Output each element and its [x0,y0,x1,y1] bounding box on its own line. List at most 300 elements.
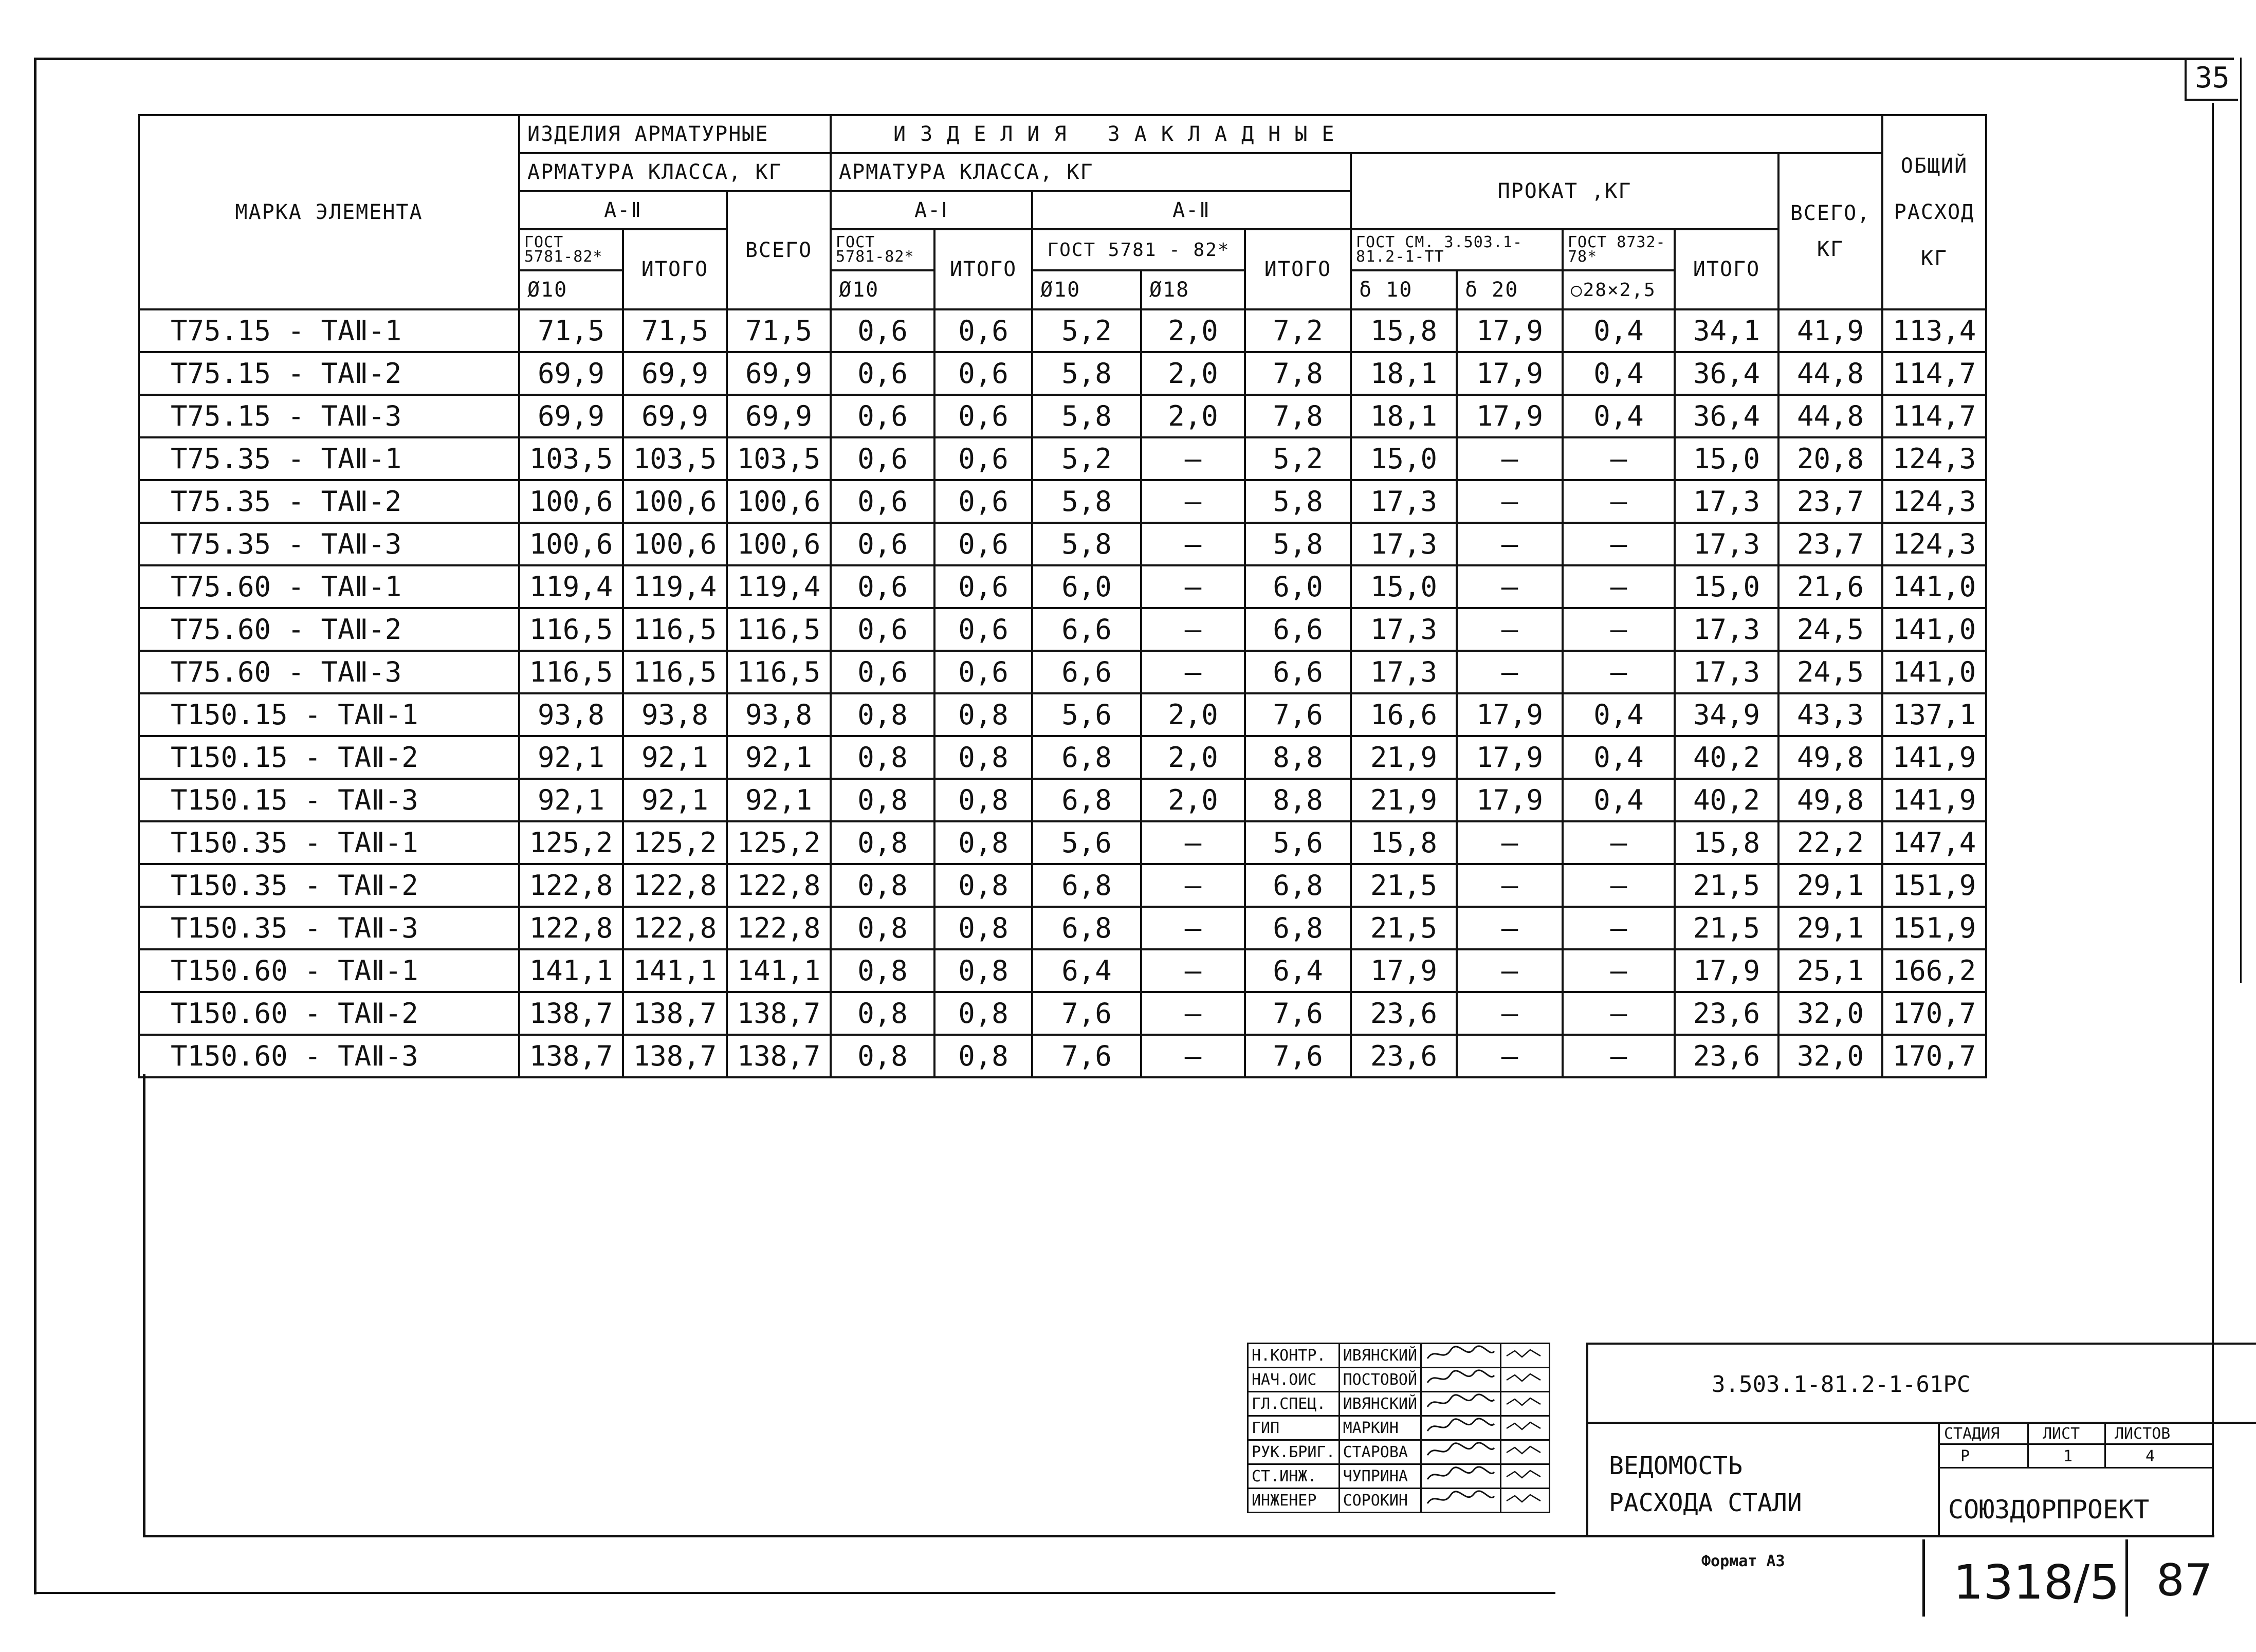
value-cell: 122,8 [623,907,727,949]
value-cell: 6,0 [1245,565,1351,608]
value-cell: – [1563,608,1675,651]
value-cell: 0,4 [1563,352,1675,395]
value-cell: 0,6 [831,565,934,608]
table-row [139,565,1986,608]
signature-scribble [1425,1465,1497,1483]
value-cell: – [1457,565,1563,608]
value-cell: 40,2 [1675,736,1778,779]
header-rolled-kg: ПРОКАТ ,КГ [1351,153,1778,229]
value-cell: – [1563,480,1675,523]
value-cell: 23,7 [1778,480,1882,523]
value-cell: 25,1 [1778,949,1882,992]
value-cell: 0,8 [934,779,1032,821]
value-cell: 92,1 [727,779,831,821]
value-cell: 0,8 [934,1035,1032,1077]
value-cell: – [1563,523,1675,565]
value-cell: 23,6 [1351,1035,1457,1077]
value-cell: – [1457,608,1563,651]
value-cell: 124,3 [1882,437,1986,480]
value-cell: 0,6 [831,480,934,523]
stamp-name: СТАРОВА [1339,1440,1421,1464]
value-cell: 116,5 [727,651,831,693]
value-cell: 32,0 [1778,992,1882,1035]
value-cell: – [1563,437,1675,480]
element-mark-cell: Т75.35 - ТАⅡ-1 [139,437,519,480]
value-cell: 103,5 [623,437,727,480]
value-cell: 69,9 [727,352,831,395]
stamp-date [1501,1392,1550,1416]
stage-sheets-grid [1940,1422,2212,1468]
value-cell: 69,9 [519,395,623,437]
table-row [139,651,1986,693]
header-s20: δ 20 [1457,270,1563,309]
value-cell: 21,9 [1351,779,1457,821]
value-cell: 23,6 [1675,1035,1778,1077]
header-reinf-products: ИЗДЕЛИЯ АРМАТУРНЫЕ [519,115,831,153]
header-gost-see: ГОСТ СМ. 3.503.1-81.2-1-ТТ [1351,229,1563,270]
element-mark-cell: Т150.60 - ТАⅡ-3 [139,1035,519,1077]
value-cell: 0,6 [934,565,1032,608]
element-mark-cell: Т150.15 - ТАⅡ-1 [139,693,519,736]
value-cell: 2,0 [1141,736,1245,779]
value-cell: 93,8 [727,693,831,736]
value-cell: 18,1 [1351,395,1457,437]
value-cell: 0,6 [831,608,934,651]
value-cell: 2,0 [1141,693,1245,736]
album-divider-1 [1922,1539,1925,1617]
stamp-row [1248,1416,1550,1440]
value-cell: 141,1 [519,949,623,992]
value-cell: 116,5 [727,608,831,651]
value-cell: 0,8 [831,949,934,992]
value-cell: 122,8 [727,864,831,907]
value-cell: 0,8 [831,693,934,736]
element-mark-cell: Т150.60 - ТАⅡ-1 [139,949,519,992]
table-row [139,309,1986,352]
value-cell: 71,5 [727,309,831,352]
value-cell: 49,8 [1778,779,1882,821]
header-all-kg [1778,153,1882,309]
value-cell: 5,8 [1032,352,1141,395]
value-cell: 0,6 [934,651,1032,693]
value-cell: 6,4 [1032,949,1141,992]
stamp-role: НАЧ.ОИС [1248,1368,1340,1392]
inner-frame-left [143,1074,145,1537]
header-itogo-4: ИТОГО [1675,229,1778,309]
value-cell: 93,8 [623,693,727,736]
value-cell: 21,5 [1675,864,1778,907]
value-cell: 17,9 [1351,949,1457,992]
element-mark-cell: Т150.35 - ТАⅡ-2 [139,864,519,907]
value-cell: 6,6 [1032,608,1141,651]
value-cell: 0,8 [831,864,934,907]
table-row [139,480,1986,523]
value-cell: – [1457,1035,1563,1077]
value-cell: 36,4 [1675,395,1778,437]
value-cell: 21,6 [1778,565,1882,608]
value-cell: – [1141,565,1245,608]
value-cell: 7,6 [1245,1035,1351,1077]
value-cell: 0,8 [831,779,934,821]
value-cell: 0,8 [831,907,934,949]
value-cell: 6,6 [1245,651,1351,693]
value-cell: 69,9 [623,352,727,395]
stamp-date [1501,1416,1550,1440]
value-cell: 0,6 [831,395,934,437]
signature [1421,1489,1501,1513]
value-cell: 17,9 [1457,352,1563,395]
value-cell: 0,6 [934,480,1032,523]
date-scribble [1505,1394,1546,1409]
value-cell: 2,0 [1141,352,1245,395]
sheet-title-line1: ВЕДОМОСТЬ [1609,1452,1743,1480]
table-row [139,864,1986,907]
value-cell: 34,9 [1675,693,1778,736]
value-cell: 22,2 [1778,821,1882,864]
value-cell: 5,6 [1032,693,1141,736]
value-cell: 18,1 [1351,352,1457,395]
value-cell: 34,1 [1675,309,1778,352]
value-cell: 0,6 [934,523,1032,565]
value-cell: 17,3 [1351,608,1457,651]
value-cell: 21,5 [1351,864,1457,907]
value-cell: 7,8 [1245,395,1351,437]
header-mark: МАРКА ЭЛЕМЕНТА [139,115,519,309]
value-cell: – [1563,1035,1675,1077]
value-cell: 6,8 [1032,907,1141,949]
stamp-row [1248,1392,1550,1416]
header-gost-5781-2: ГОСТ 5781-82* [831,229,934,270]
value-cell: 138,7 [519,992,623,1035]
value-cell: 44,8 [1778,395,1882,437]
date-scribble [1505,1370,1546,1385]
value-cell: 5,8 [1245,480,1351,523]
date-scribble [1505,1346,1546,1361]
page-number: 87 [2156,1555,2213,1606]
value-cell: 138,7 [727,1035,831,1077]
value-cell: – [1457,523,1563,565]
stamp-role: ИНЖЕНЕР [1248,1489,1340,1513]
value-cell: 0,6 [831,523,934,565]
table-row [139,907,1986,949]
value-cell: 141,1 [623,949,727,992]
value-cell: 17,3 [1675,608,1778,651]
value-cell: 0,4 [1563,309,1675,352]
signature [1421,1440,1501,1464]
table-row [139,693,1986,736]
value-cell: 113,4 [1882,309,1986,352]
stamp-date [1501,1489,1550,1513]
value-cell: 119,4 [519,565,623,608]
value-cell: – [1141,651,1245,693]
value-cell: 122,8 [623,864,727,907]
value-cell: 92,1 [727,736,831,779]
value-cell: 116,5 [623,651,727,693]
value-cell: 0,4 [1563,779,1675,821]
value-cell: 0,4 [1563,395,1675,437]
value-cell: 6,8 [1032,736,1141,779]
value-cell: 6,8 [1245,907,1351,949]
table-row [139,949,1986,992]
value-cell: – [1457,821,1563,864]
value-cell: 0,8 [934,992,1032,1035]
value-cell: 138,7 [727,992,831,1035]
header-gost-8732: ГОСТ 8732-78* [1563,229,1675,270]
sheet-label: ЛИСТ [2043,1425,2080,1443]
stamp-signatures [1247,1343,1550,1513]
value-cell: 0,8 [934,693,1032,736]
sheet-value: 1 [2063,1447,2073,1465]
value-cell: 6,4 [1245,949,1351,992]
outer-frame-left [34,58,36,1594]
total-consumption-unit: КГ [1920,247,1948,270]
value-cell: – [1457,480,1563,523]
date-scribble [1505,1491,1546,1506]
element-mark-cell: Т75.35 - ТАⅡ-2 [139,480,519,523]
table-row [139,437,1986,480]
value-cell: 71,5 [519,309,623,352]
signature [1421,1392,1501,1416]
stamp-role: СТ.ИНЖ. [1248,1464,1340,1489]
value-cell: 17,3 [1351,651,1457,693]
value-cell: 7,8 [1245,352,1351,395]
value-cell: 7,6 [1245,693,1351,736]
value-cell: 170,7 [1882,1035,1986,1077]
stamp-row [1248,1440,1550,1464]
value-cell: – [1141,523,1245,565]
value-cell: 151,9 [1882,864,1986,907]
value-cell: 0,6 [831,437,934,480]
stamp-name: ПОСТОВОЙ [1339,1368,1421,1392]
table-row [139,523,1986,565]
table-row [139,992,1986,1035]
value-cell: 69,9 [623,395,727,437]
value-cell: 7,6 [1032,992,1141,1035]
element-mark-cell: Т75.60 - ТАⅡ-3 [139,651,519,693]
value-cell: 141,9 [1882,779,1986,821]
value-cell: 21,5 [1675,907,1778,949]
value-cell: 5,2 [1032,309,1141,352]
stamp-right-block [1586,1343,2256,1536]
value-cell: 0,4 [1563,736,1675,779]
header-d10-1: Ø10 [519,270,623,309]
header-d10-2: Ø10 [831,270,934,309]
signature [1421,1368,1501,1392]
signature-scribble [1425,1489,1497,1508]
grid-line-4 [2104,1422,2106,1468]
value-cell: 0,8 [934,949,1032,992]
value-cell: – [1141,1035,1245,1077]
stamp-role: ГИП [1248,1416,1340,1440]
value-cell: 92,1 [519,779,623,821]
header-s10: δ 10 [1351,270,1457,309]
value-cell: 124,3 [1882,523,1986,565]
element-mark-cell: Т150.15 - ТАⅡ-3 [139,779,519,821]
header-total-consumption [1882,115,1986,309]
table-row [139,1035,1986,1077]
element-mark-cell: Т150.15 - ТАⅡ-2 [139,736,519,779]
value-cell: 29,1 [1778,864,1882,907]
value-cell: 36,4 [1675,352,1778,395]
signature [1421,1464,1501,1489]
right-edge-line [2240,58,2242,983]
value-cell: 7,2 [1245,309,1351,352]
stamp-row [1248,1464,1550,1489]
value-cell: 6,8 [1245,864,1351,907]
value-cell: 125,2 [727,821,831,864]
value-cell: 116,5 [519,608,623,651]
stamp-date [1501,1440,1550,1464]
header-reinf-class-kg-2: АРМАТУРА КЛАССА, КГ [831,153,1351,191]
value-cell: 17,3 [1675,523,1778,565]
header-itogo-3: ИТОГО [1245,229,1351,309]
stamp-name: ИВЯНСКИЙ [1339,1392,1421,1416]
album-number: 1318/5 [1953,1555,2120,1610]
value-cell: 116,5 [519,651,623,693]
value-cell: 138,7 [519,1035,623,1077]
value-cell: 92,1 [623,779,727,821]
value-cell: 116,5 [623,608,727,651]
value-cell: 125,2 [519,821,623,864]
value-cell: 69,9 [519,352,623,395]
value-cell: – [1141,864,1245,907]
value-cell: 16,6 [1351,693,1457,736]
value-cell: 0,8 [934,736,1032,779]
value-cell: – [1457,651,1563,693]
value-cell: 6,6 [1245,608,1351,651]
value-cell: 6,8 [1032,779,1141,821]
value-cell: 170,7 [1882,992,1986,1035]
format-label: Формат А3 [1701,1552,1785,1570]
header-class-a2-2: А-Ⅱ [1032,191,1351,229]
value-cell: 0,8 [831,821,934,864]
value-cell: 0,6 [831,352,934,395]
date-scribble [1505,1442,1546,1458]
value-cell: – [1563,907,1675,949]
header-d10-3: Ø10 [1032,270,1141,309]
value-cell: 15,8 [1351,309,1457,352]
signature-scribble [1425,1441,1497,1459]
header-itogo-1: ИТОГО [623,229,727,309]
element-mark-cell: Т150.35 - ТАⅡ-3 [139,907,519,949]
total-consumption-line2: РАСХОД [1894,200,1975,224]
value-cell: 17,9 [1457,779,1563,821]
value-cell: 24,5 [1778,651,1882,693]
value-cell: 15,8 [1675,821,1778,864]
value-cell: 0,8 [831,1035,934,1077]
value-cell: 17,9 [1457,736,1563,779]
value-cell: – [1141,437,1245,480]
element-mark-cell: Т75.60 - ТАⅡ-2 [139,608,519,651]
signature-scribble [1425,1344,1497,1363]
value-cell: 92,1 [623,736,727,779]
value-cell: 0,6 [934,437,1032,480]
value-cell: 0,8 [934,864,1032,907]
value-cell: 122,8 [727,907,831,949]
signature-scribble [1425,1368,1497,1387]
value-cell: 0,6 [934,352,1032,395]
value-cell: 15,0 [1675,437,1778,480]
stamp-name: ИВЯНСКИЙ [1339,1344,1421,1368]
value-cell: – [1563,651,1675,693]
value-cell: 15,0 [1351,437,1457,480]
value-cell: 5,8 [1032,395,1141,437]
value-cell: – [1563,864,1675,907]
header-class-a2-1: А-Ⅱ [519,191,727,229]
value-cell: 124,3 [1882,480,1986,523]
value-cell: 71,5 [623,309,727,352]
value-cell: 0,8 [831,736,934,779]
value-cell: 23,6 [1675,992,1778,1035]
value-cell: – [1141,992,1245,1035]
value-cell: 0,6 [831,651,934,693]
value-cell: 15,8 [1351,821,1457,864]
value-cell: 100,6 [623,480,727,523]
value-cell: 5,2 [1032,437,1141,480]
value-cell: 119,4 [727,565,831,608]
value-cell: 15,0 [1675,565,1778,608]
value-cell: 0,6 [934,395,1032,437]
stamp-date [1501,1344,1550,1368]
value-cell: 44,8 [1778,352,1882,395]
all-kg-line2: КГ [1817,237,1844,261]
stamp-date [1501,1368,1550,1392]
value-cell: – [1563,949,1675,992]
value-cell: – [1457,437,1563,480]
header-pipe: ○28×2,5 [1563,270,1675,309]
value-cell: 103,5 [519,437,623,480]
grid-line-2 [1940,1467,2212,1469]
value-cell: 141,0 [1882,651,1986,693]
table-row [139,608,1986,651]
steel-consumption-table [138,114,1987,1078]
value-cell: 100,6 [727,480,831,523]
value-cell: 17,3 [1351,480,1457,523]
value-cell: 17,3 [1351,523,1457,565]
value-cell: 5,8 [1032,523,1141,565]
stamp-name: СОРОКИН [1339,1489,1421,1513]
value-cell: 100,6 [623,523,727,565]
sheet-title-line2: РАСХОДА СТАЛИ [1609,1489,1802,1517]
value-cell: 5,8 [1032,480,1141,523]
value-cell: 119,4 [623,565,727,608]
element-mark-cell: Т75.15 - ТАⅡ-1 [139,309,519,352]
value-cell: 5,6 [1032,821,1141,864]
signature-scribble [1425,1392,1497,1411]
element-mark-cell: Т150.35 - ТАⅡ-1 [139,821,519,864]
value-cell: 20,8 [1778,437,1882,480]
value-cell: 0,4 [1563,693,1675,736]
stage-value: Р [1960,1447,1970,1465]
value-cell: 23,7 [1778,523,1882,565]
grid-line-1 [1940,1443,2212,1445]
value-cell: 6,0 [1032,565,1141,608]
value-cell: 69,9 [727,395,831,437]
stamp-name: МАРКИН [1339,1416,1421,1440]
header-all-reinf: ВСЕГО [727,191,831,309]
inner-frame-right [2212,103,2214,1537]
table-row [139,395,1986,437]
value-cell: 21,5 [1351,907,1457,949]
value-cell: 141,9 [1882,736,1986,779]
value-cell: 125,2 [623,821,727,864]
value-cell: 0,6 [934,309,1032,352]
organization: СОЮЗДОРПРОЕКТ [1948,1495,2150,1525]
value-cell: 2,0 [1141,779,1245,821]
element-mark-cell: Т75.15 - ТАⅡ-3 [139,395,519,437]
value-cell: 23,6 [1351,992,1457,1035]
stamp-row [1248,1344,1550,1368]
